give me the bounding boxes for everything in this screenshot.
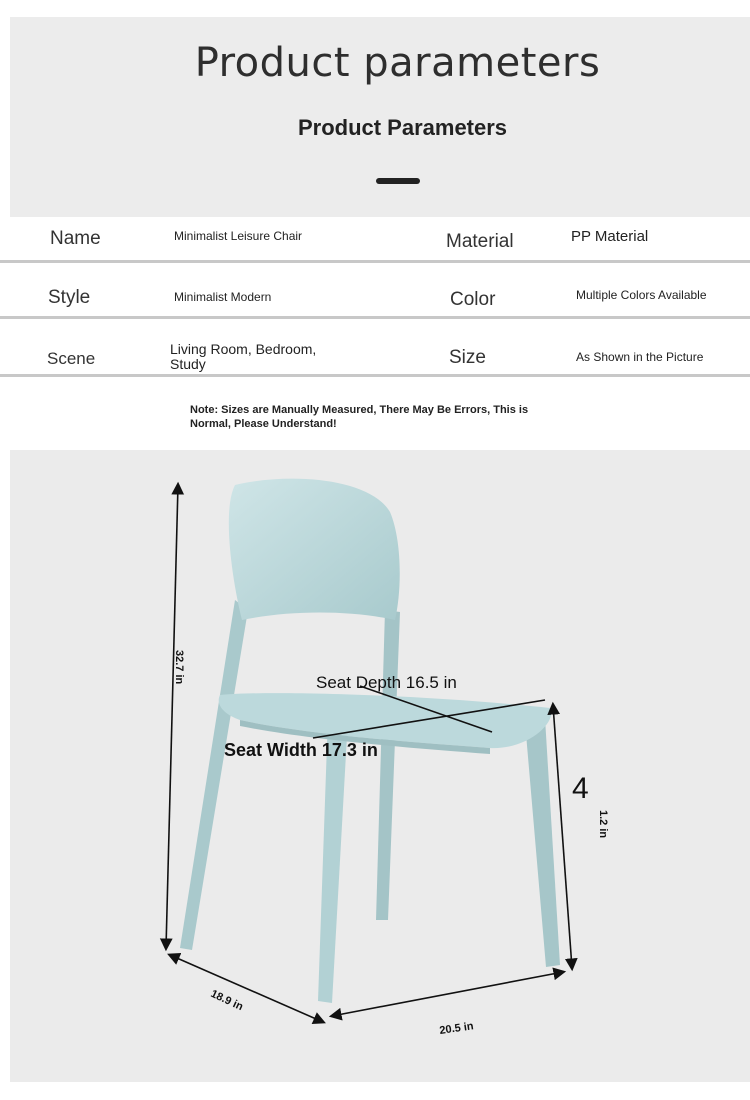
chair-backrest: [229, 479, 400, 620]
param-value-material: PP Material: [571, 228, 649, 245]
row-divider: [0, 374, 750, 377]
param-label-material: Material: [446, 231, 514, 252]
param-value-style: Minimalist Modern: [174, 290, 272, 304]
row-divider: [0, 260, 750, 263]
param-label-style: Style: [48, 287, 91, 308]
chair-front-leg-right: [525, 718, 560, 967]
dimension-seat-depth: Seat Depth 16.5 in: [316, 673, 457, 692]
param-label-color: Color: [450, 289, 496, 310]
param-value-color: Multiple Colors Available: [576, 288, 707, 302]
param-label-scene: Scene: [47, 349, 96, 368]
section-subtitle: Product Parameters: [297, 115, 508, 140]
measurement-note: Note: Sizes are Manually Measured, There May Be Errors, This is Normal, Please Understand!: [190, 404, 529, 430]
chair-back-leg-right: [376, 610, 400, 920]
param-label-name: Name: [50, 228, 101, 249]
chair-illustration: [10, 450, 750, 1082]
row-divider: [0, 316, 750, 319]
dimension-height: 32.7 in: [173, 650, 185, 685]
chair-back-leg-left: [180, 600, 248, 950]
dimension-seat-height-value: 4: [572, 772, 589, 805]
dimension-depth: 18.9 in: [208, 987, 245, 1014]
param-label-size: Size: [449, 347, 486, 368]
chair-dimension-figure: [10, 450, 750, 1082]
param-value-size: As Shown in the Picture: [576, 350, 704, 364]
dimension-seat-width: Seat Width 17.3 in: [224, 740, 378, 760]
dimension-width: 20.5 in: [438, 1020, 475, 1037]
page-title: Product parameters: [194, 40, 601, 86]
param-value-name: Minimalist Leisure Chair: [174, 229, 303, 243]
param-value-scene: Living Room, Bedroom, Study: [170, 341, 317, 372]
title-divider: [376, 178, 420, 184]
dimension-seat-height-unit: 1.2 in: [597, 810, 609, 839]
